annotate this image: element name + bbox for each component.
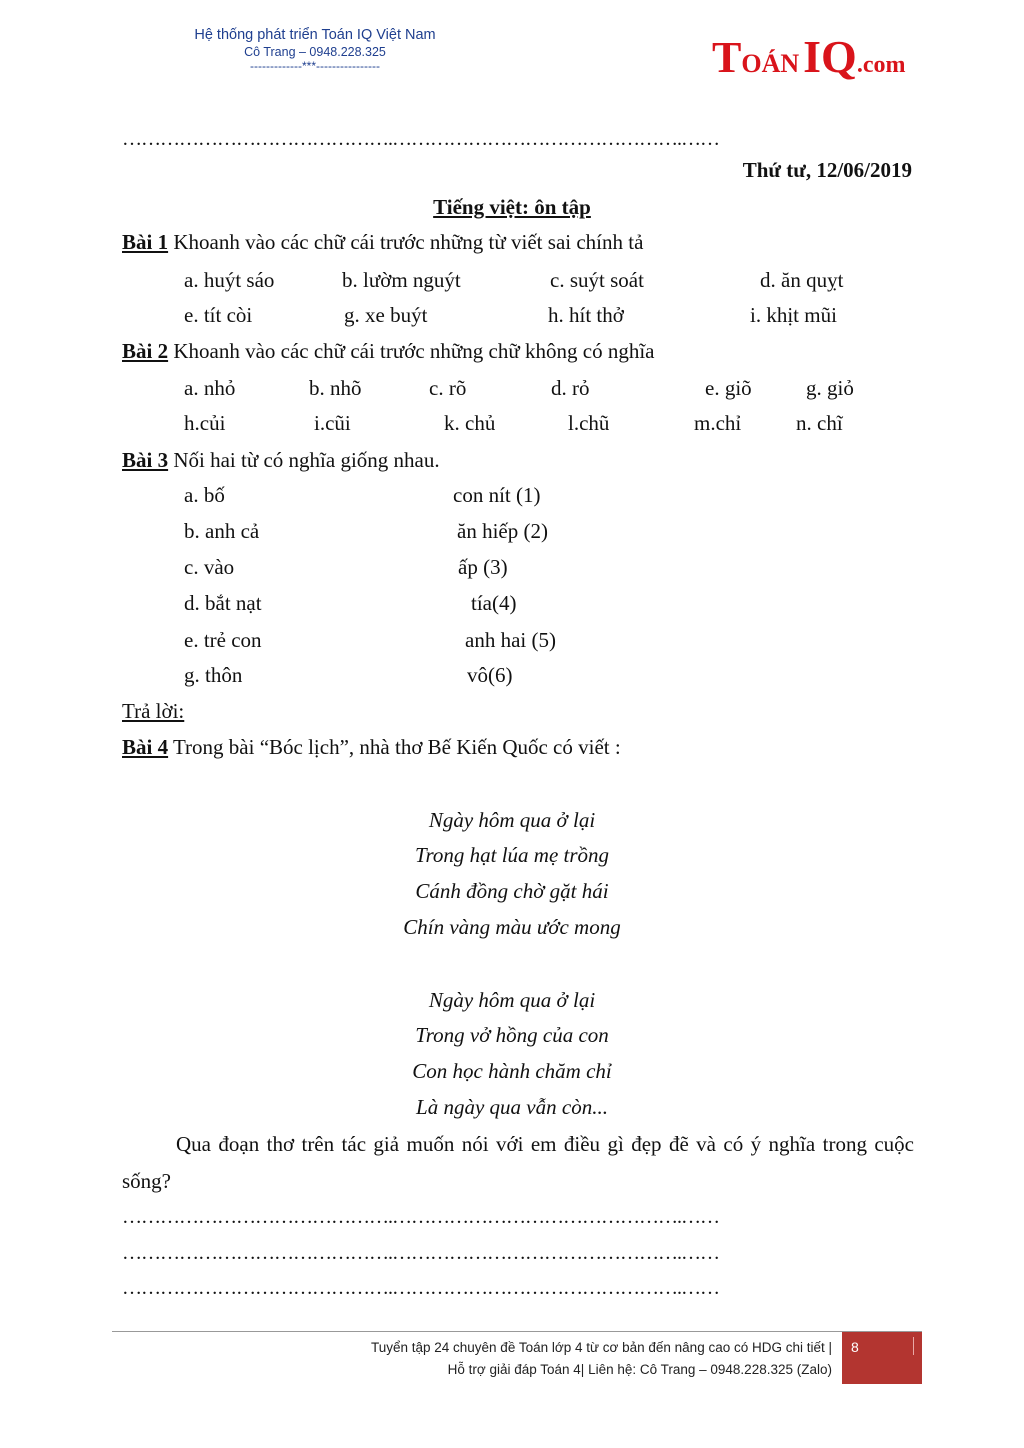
exercise-2-item: h.củi xyxy=(184,411,226,435)
exercise-3-heading xyxy=(122,448,440,473)
exercise-1-item: e. tít còi xyxy=(184,303,253,327)
exercise-1-item: i. khịt mũi xyxy=(750,303,837,327)
match-right-item: tía(4) xyxy=(471,591,517,615)
exercise-1-item: a. huýt sáo xyxy=(184,268,275,292)
answer-line: …………………………………….……………………………………….…… xyxy=(122,1277,719,1299)
page-header xyxy=(150,26,480,73)
exercise-2-item: l.chũ xyxy=(568,411,610,435)
exercise-2-item: i.cũi xyxy=(314,411,351,435)
match-left-item: d. bắt nạt xyxy=(184,591,262,615)
match-right-item: vô(6) xyxy=(467,663,513,687)
answer-label: Trả lời: xyxy=(122,699,185,723)
question-paragraph: Qua đoạn thơ trên tác giả muốn nói với em điều gì đẹp đẽ và có ý nghĩa trong cuộc sống? xyxy=(122,1132,914,1193)
exercise-2-item: g. giỏ xyxy=(806,376,854,400)
match-right-item: ấp (3) xyxy=(458,555,508,579)
match-left-item: e. trẻ con xyxy=(184,628,262,652)
exercise-4-label: Bài 4 xyxy=(122,735,169,759)
footer-line-1: Tuyển tập 24 chuyên đề Toán lớp 4 từ cơ bản đến nâng cao có HDG chi tiết | xyxy=(370,1340,832,1355)
header-divider: -------------***---------------- xyxy=(250,59,380,73)
exercise-2-item: c. rõ xyxy=(429,376,467,400)
match-left-item: a. bố xyxy=(184,483,225,507)
poem-line: Trong vở hồng của con xyxy=(415,1023,609,1047)
exercise-4-heading xyxy=(122,735,621,760)
exercise-2-item: d. rỏ xyxy=(551,376,590,400)
exercise-1-item: h. hít thở xyxy=(548,303,624,327)
toaniq-logo: TOÁN IQ.com xyxy=(712,31,906,82)
exercise-2-item: m.chỉ xyxy=(694,411,742,435)
poem-line: Trong hạt lúa mẹ trồng xyxy=(414,843,610,867)
page-number: 8 xyxy=(851,1339,859,1355)
answer-line: …………………………………….……………………………………….…… xyxy=(122,1206,719,1228)
exercise-1-item: b. lườm nguýt xyxy=(342,268,461,292)
exercise-1-item: c. suýt soát xyxy=(550,268,644,292)
match-right-item: con nít (1) xyxy=(453,483,541,507)
match-left-item: g. thôn xyxy=(184,663,243,687)
exercise-2-heading xyxy=(122,339,655,364)
exercise-3-label: Bài 3 xyxy=(122,448,169,472)
exercise-2-prompt: Khoanh vào các chữ cái trước những chữ không có nghĩa xyxy=(168,339,655,363)
page-number-divider xyxy=(913,1337,922,1355)
poem-line: Là ngày qua vẫn còn... xyxy=(416,1095,608,1119)
exercise-1-item: d. ăn quỵt xyxy=(760,268,844,292)
exercise-1-prompt: Khoanh vào các chữ cái trước những từ viết sai chính tả xyxy=(168,230,644,254)
exercise-2-item: k. chủ xyxy=(444,411,496,435)
exercise-1-label: Bài 1 xyxy=(122,230,169,254)
match-right-item: anh hai (5) xyxy=(465,628,556,652)
exercise-2-label: Bài 2 xyxy=(122,339,169,363)
answer-line: …………………………………….……………………………………….…… xyxy=(122,1242,719,1264)
date: Thứ tư, 12/06/2019 xyxy=(742,158,912,182)
poem-line: Cánh đồng chờ gặt hái xyxy=(415,879,609,903)
footer-line-2: Hỗ trợ giải đáp Toán 4| Liên hệ: Cô Trang – 0948.228.325 (Zalo) xyxy=(447,1362,832,1377)
match-right-item: ăn hiếp (2) xyxy=(457,519,548,543)
match-left-item: b. anh cả xyxy=(184,519,260,543)
poem-line: Con học hành chăm chỉ xyxy=(412,1059,612,1083)
poem-line: Ngày hôm qua ở lại xyxy=(428,988,596,1012)
poem-line: Chín vàng màu ước mong xyxy=(403,915,621,939)
match-left-item: c. vào xyxy=(184,555,235,579)
exercise-2-item: b. nhõ xyxy=(309,376,362,400)
exercise-2-item: n. chĩ xyxy=(796,411,843,435)
poem-line: Ngày hôm qua ở lại xyxy=(428,808,596,832)
top-dotted-line: …………………………………….……………………………………….…… xyxy=(122,128,719,150)
page-title: Tiếng việt: ôn tập xyxy=(433,195,591,219)
exercise-2-item: a. nhỏ xyxy=(184,376,236,400)
exercise-3-prompt: Nối hai từ có nghĩa giống nhau. xyxy=(168,448,440,472)
header-contact: Cô Trang – 0948.228.325 xyxy=(244,45,386,59)
exercise-1-item: g. xe buýt xyxy=(344,303,428,327)
footer-divider xyxy=(112,1331,922,1332)
header-org: Hệ thống phát triển Toán IQ Việt Nam xyxy=(194,27,436,43)
exercise-1-heading xyxy=(122,230,643,255)
exercise-2-item: e. giõ xyxy=(705,376,752,400)
exercise-4-prompt: Trong bài “Bóc lịch”, nhà thơ Bế Kiến Quốc có viết : xyxy=(168,735,621,759)
